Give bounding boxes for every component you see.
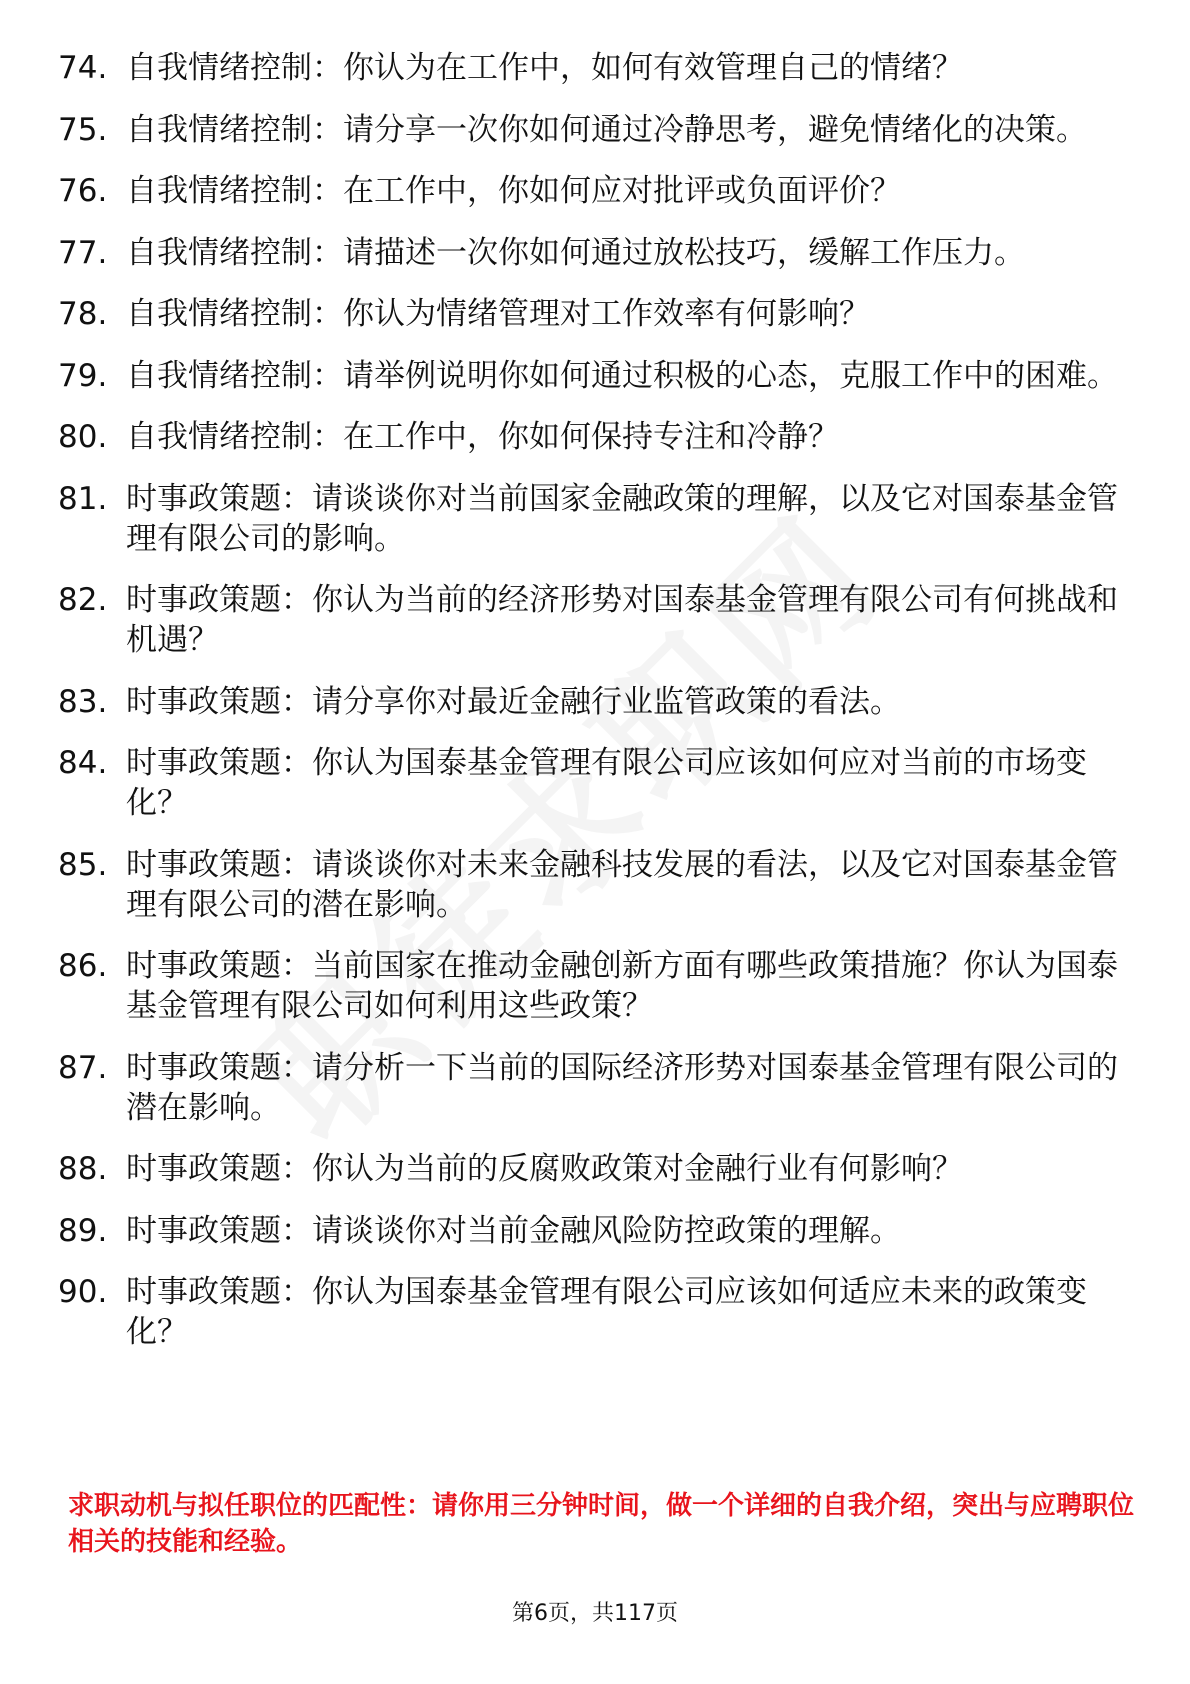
highlight-note: 求职动机与拟任职位的匹配性：请你用三分钟时间，做一个详细的自我介绍，突出与应聘职位相关的技能和经验。 <box>68 1491 1135 1557</box>
question-number: 90. <box>58 1274 108 1310</box>
question-text: 时事政策题：你认为国泰基金管理有限公司应该如何应对当前的市场变化？ <box>126 745 1087 821</box>
list-item <box>58 110 1118 150</box>
list-item <box>58 1272 1118 1352</box>
question-text: 时事政策题：请谈谈你对当前国家金融政策的理解，以及它对国泰基金管理有限公司的影响。 <box>126 480 1118 557</box>
question-number: 78. <box>58 296 108 332</box>
list-item <box>58 946 1118 1026</box>
question-text: 时事政策题：请分享你对最近金融行业监管政策的看法。 <box>126 683 901 720</box>
list-item <box>58 294 1118 334</box>
question-text: 自我情绪控制：在工作中，你如何应对批评或负面评价？ <box>126 173 901 209</box>
list-item <box>58 743 1118 823</box>
question-text: 时事政策题：当前国家在推动金融创新方面有哪些政策措施？你认为国泰基金管理有限公司如何利用这些政策？ <box>126 948 1118 1024</box>
question-number: 79. <box>58 357 108 394</box>
question-text: 自我情绪控制：你认为情绪管理对工作效率有何影响？ <box>126 296 870 332</box>
list-item <box>58 356 1118 396</box>
question-number: 83. <box>58 683 108 720</box>
question-number: 82. <box>58 582 108 618</box>
question-number: 80. <box>58 419 108 455</box>
question-text: 时事政策题：你认为当前的反腐败政策对金融行业有何影响？ <box>126 1151 963 1187</box>
list-item <box>58 845 1118 925</box>
question-number: 85. <box>58 846 108 883</box>
question-text: 自我情绪控制：你认为在工作中，如何有效管理自己的情绪？ <box>126 50 963 86</box>
list-item <box>58 417 1118 457</box>
question-text: 自我情绪控制：请举例说明你如何通过积极的心态，克服工作中的困难。 <box>126 357 1118 394</box>
question-number: 74. <box>58 50 108 86</box>
question-number: 88. <box>58 1151 108 1187</box>
question-number: 81. <box>58 480 108 517</box>
question-list <box>58 48 1118 1374</box>
question-number: 77. <box>58 234 108 271</box>
question-number: 89. <box>58 1212 108 1249</box>
question-text: 时事政策题：请谈谈你对未来金融科技发展的看法，以及它对国泰基金管理有限公司的潜在影响。 <box>126 846 1118 923</box>
page-footer: 第6页，共117页 <box>512 1601 678 1626</box>
question-number: 87. <box>58 1049 108 1086</box>
question-number: 76. <box>58 173 108 209</box>
list-item <box>58 682 1118 722</box>
question-number: 86. <box>58 948 108 984</box>
question-text: 时事政策题：请谈谈你对当前金融风险防控政策的理解。 <box>126 1212 901 1249</box>
list-item <box>58 479 1118 559</box>
question-number: 84. <box>58 745 108 781</box>
question-text: 时事政策题：请分析一下当前的国际经济形势对国泰基金管理有限公司的潜在影响。 <box>126 1049 1118 1126</box>
list-item <box>58 233 1118 273</box>
question-number: 75. <box>58 111 108 148</box>
list-item <box>58 171 1118 211</box>
list-item <box>58 1048 1118 1128</box>
list-item <box>58 1211 1118 1251</box>
question-text: 自我情绪控制：在工作中，你如何保持专注和冷静？ <box>126 419 839 455</box>
question-text: 时事政策题：你认为国泰基金管理有限公司应该如何适应未来的政策变化？ <box>126 1274 1087 1350</box>
list-item <box>58 580 1118 660</box>
question-text: 自我情绪控制：请描述一次你如何通过放松技巧，缓解工作压力。 <box>126 234 1025 271</box>
list-item <box>58 1149 1118 1189</box>
question-text: 时事政策题：你认为当前的经济形势对国泰基金管理有限公司有何挑战和机遇？ <box>126 582 1118 658</box>
list-item <box>58 48 1118 88</box>
question-text: 自我情绪控制：请分享一次你如何通过冷静思考，避免情绪化的决策。 <box>126 111 1087 148</box>
